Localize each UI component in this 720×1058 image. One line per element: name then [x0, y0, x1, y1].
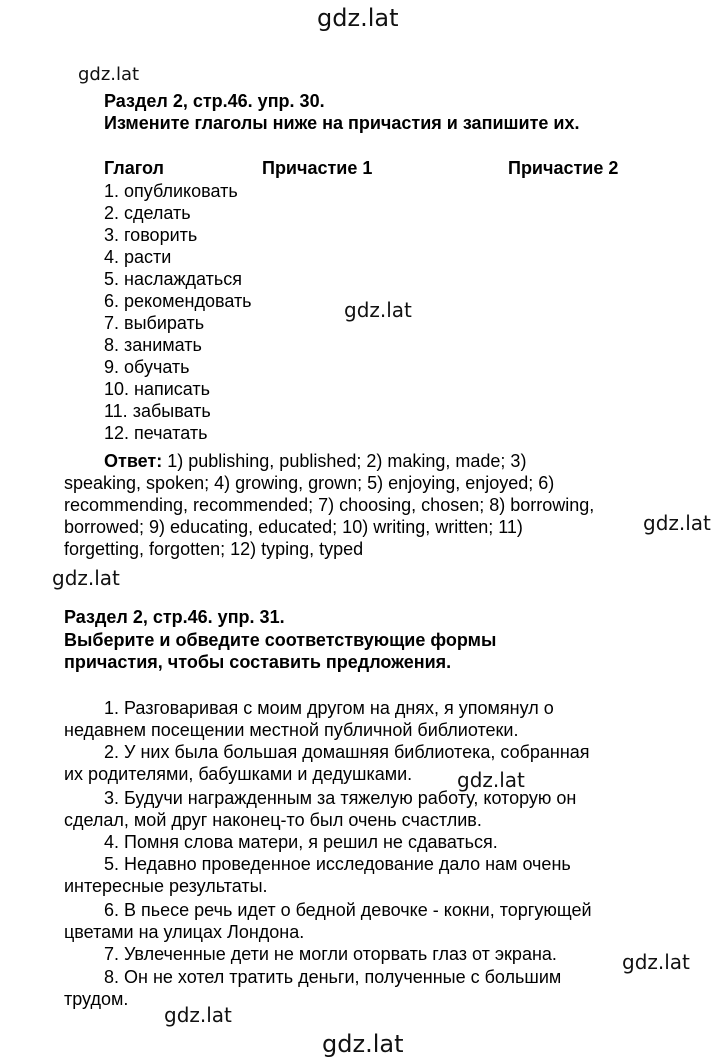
verb-item: 11. забывать	[104, 401, 211, 421]
verb-list	[104, 180, 252, 444]
sentence-6-line-2: цветами на улицах Лондона.	[64, 922, 305, 942]
sentence-3-line-2: сделал, мой друг наконец-то был очень счастлив.	[64, 810, 482, 830]
verb-item: 9. обучать	[104, 357, 190, 377]
sentence-8-line-2: трудом.	[64, 989, 129, 1009]
verb-item: 4. расти	[104, 247, 172, 267]
section2-instruction-1: Выберите и обведите соответствующие формы	[64, 630, 497, 650]
section1-instruction: Измените глаголы ниже на причастия и запишите их.	[104, 113, 580, 133]
verb-item: 1. опубликовать	[104, 181, 238, 201]
watermark-inline: gdz.lat	[457, 768, 525, 792]
column-header-verb: Глагол	[104, 158, 164, 178]
verb-item: 6. рекомендовать	[104, 291, 252, 311]
watermark-bottom-small: gdz.lat	[164, 1003, 232, 1027]
watermark-top: gdz.lat	[317, 4, 399, 32]
verb-item: 5. наслаждаться	[104, 269, 243, 289]
answer-line: speaking, spoken; 4) growing, grown; 5) enjoying, enjoyed; 6)	[64, 473, 555, 493]
answer-line: recommending, recommended; 7) choosing, chosen; 8) borrowing,	[64, 495, 595, 515]
watermark-left-1: gdz.lat	[78, 64, 140, 85]
sentence-5-line-2: интересные результаты.	[64, 876, 268, 896]
section2-instruction-2: причастия, чтобы составить предложения.	[64, 652, 452, 672]
sentence-3-line-1: 3. Будучи награжденным за тяжелую работу, которую он	[104, 788, 577, 808]
sentence-6-line-1: 6. В пьесе речь идет о бедной девочке - кокни, торгующей	[104, 900, 592, 920]
sentence-1-line-2: недавнем посещении местной публичной библиотеки.	[64, 720, 519, 740]
verb-item: 8. занимать	[104, 335, 202, 355]
watermark-right-2: gdz.lat	[622, 950, 690, 974]
verb-item: 12. печатать	[104, 423, 208, 443]
answer-text: 1) publishing, published; 2) making, made; 3)	[162, 451, 527, 471]
sentence-1-line-1: 1. Разговаривая с моим другом на днях, я упомянул о	[104, 698, 554, 718]
sentence-2-line-1: 2. У них была большая домашняя библиотека, собранная	[104, 742, 590, 762]
answer-first-line	[104, 450, 526, 472]
sentence-7: 7. Увлеченные дети не могли оторвать глаз от экрана.	[104, 944, 557, 964]
watermark-left-2: gdz.lat	[52, 566, 120, 590]
sentence-2-line-2: их родителями, бабушками и дедушками.	[64, 764, 413, 784]
answer-line: borrowed; 9) educating, educated; 10) writing, written; 11)	[64, 517, 523, 537]
section2-title: Раздел 2, стр.46. упр. 31.	[64, 607, 285, 627]
verb-item: 10. написать	[104, 379, 211, 399]
answer-body	[64, 472, 594, 560]
watermark-bottom: gdz.lat	[322, 1030, 404, 1058]
column-header-participle-1: Причастие 1	[262, 158, 373, 178]
sentence-5-line-1: 5. Недавно проведенное исследование дало нам очень	[104, 854, 571, 874]
verb-item: 3. говорить	[104, 225, 198, 245]
section1-title: Раздел 2, стр.46. упр. 30.	[104, 91, 325, 111]
watermark-middle: gdz.lat	[344, 298, 412, 322]
verb-item: 7. выбирать	[104, 313, 205, 333]
answer-line: forgetting, forgotten; 12) typing, typed	[64, 539, 364, 559]
sentence-4: 4. Помня слова матери, я решил не сдаваться.	[104, 832, 498, 852]
sentence-8-line-1: 8. Он не хотел тратить деньги, полученные с большим	[104, 967, 562, 987]
watermark-right-1: gdz.lat	[643, 511, 711, 535]
verb-item: 2. сделать	[104, 203, 191, 223]
column-header-participle-2: Причастие 2	[508, 158, 619, 178]
answer-label: Ответ:	[104, 451, 163, 471]
